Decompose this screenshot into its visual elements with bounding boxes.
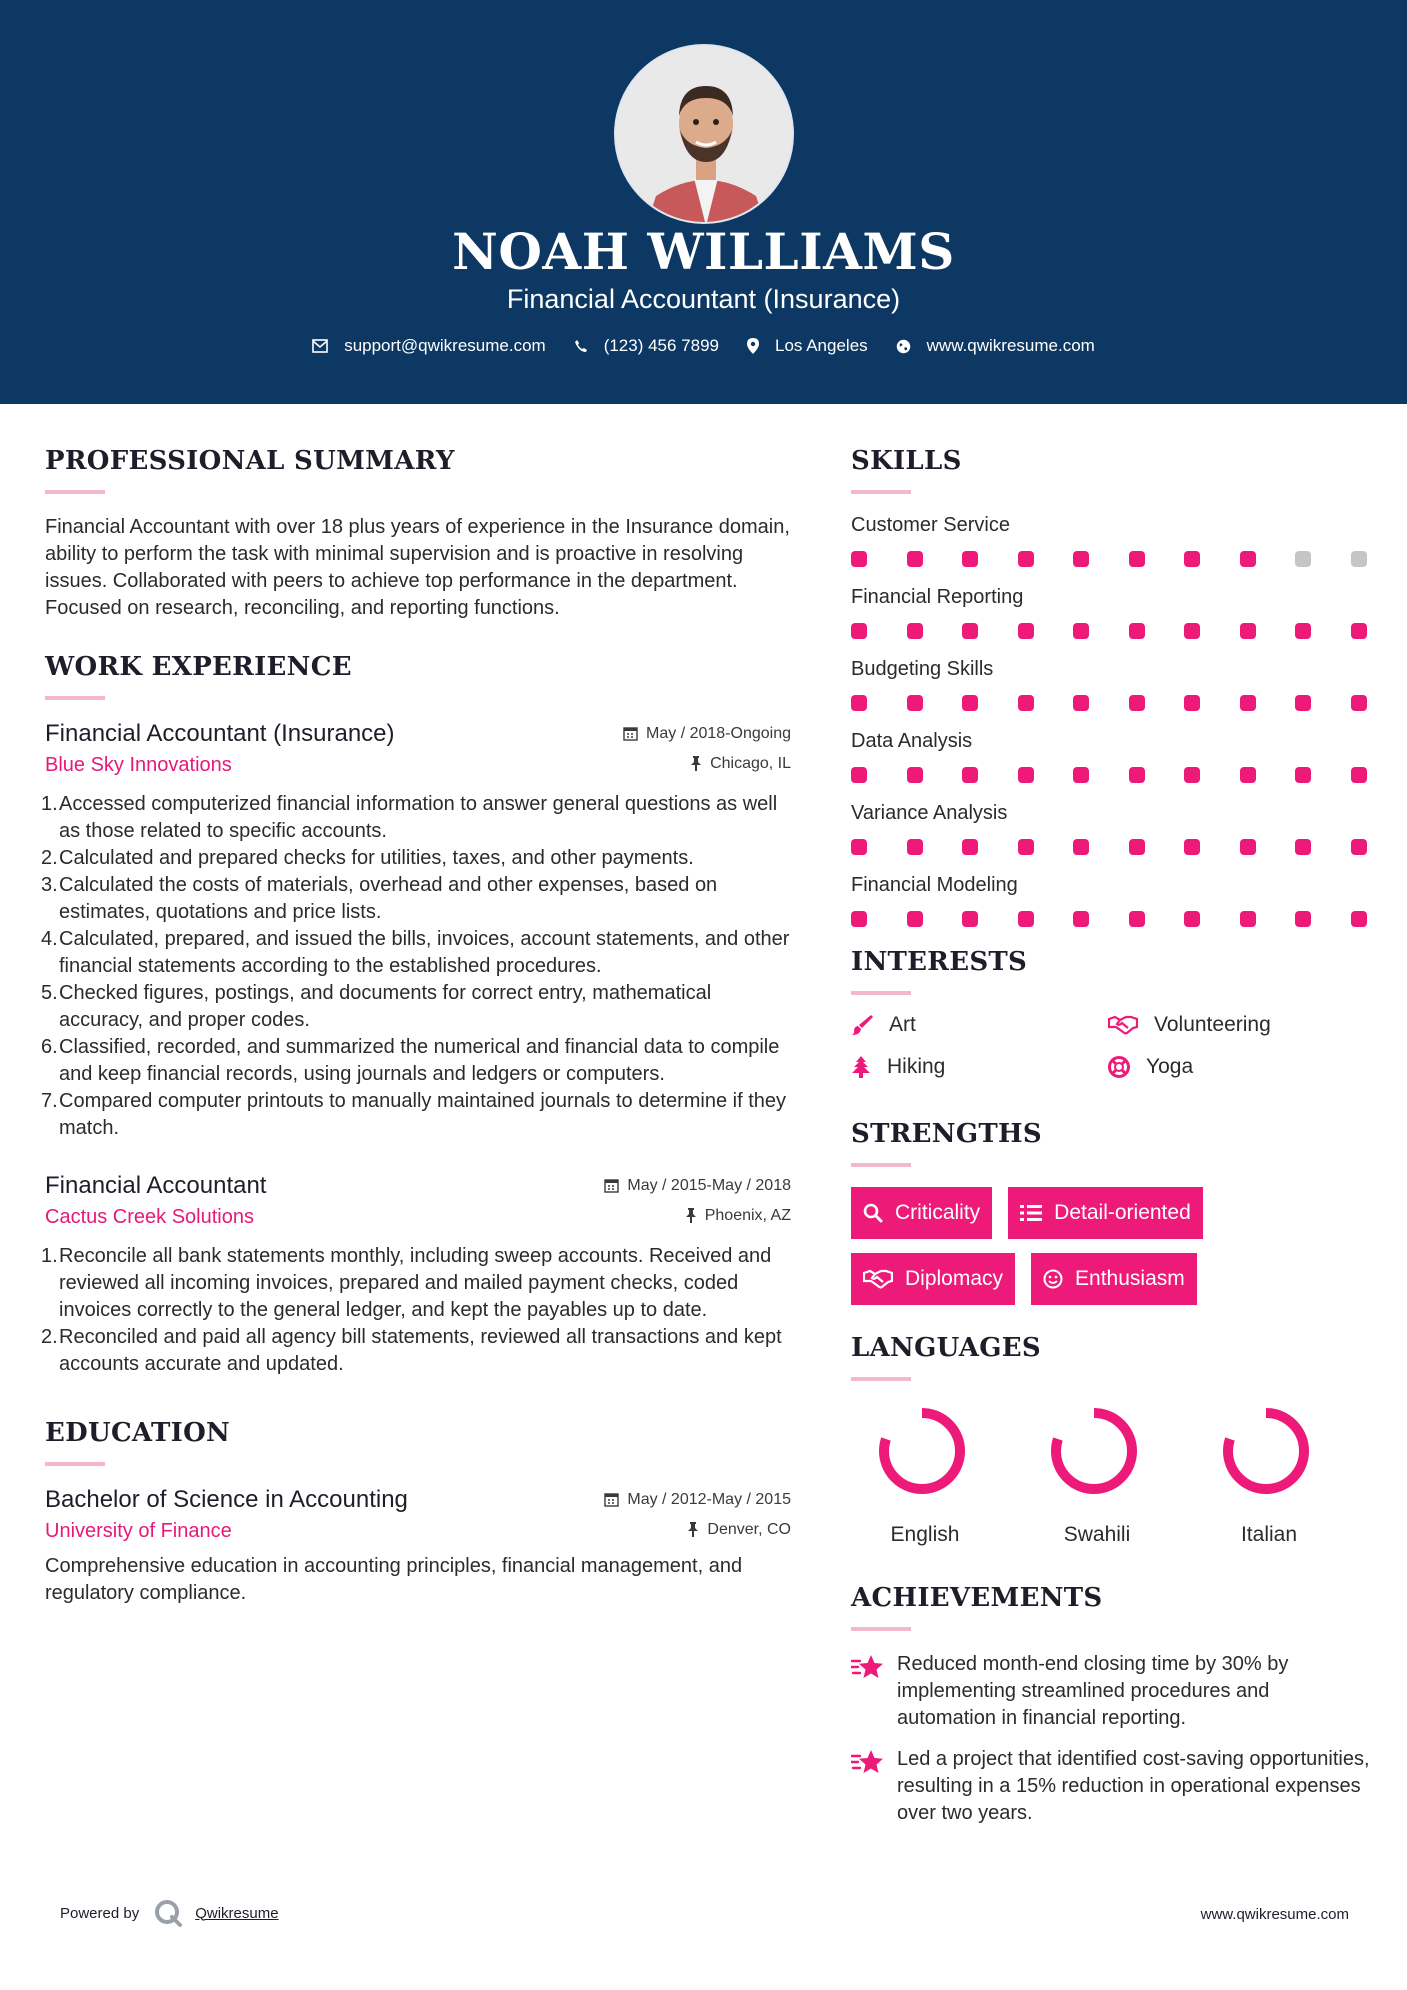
rating-dot-filled (962, 911, 978, 927)
skills-heading: SKILLS (851, 446, 962, 476)
rating-dot-filled (1073, 551, 1089, 567)
contact-bar (0, 336, 1407, 356)
education-section (45, 1418, 791, 1607)
search-icon (863, 1203, 883, 1223)
school-name: University of Finance (45, 1520, 232, 1542)
company-name: Blue Sky Innovations (45, 754, 232, 776)
strengths-heading: STRENGTHS (851, 1119, 1042, 1149)
language-item (851, 1401, 1023, 1547)
languages-list (851, 1401, 1371, 1547)
section-underline (851, 991, 911, 995)
rating-dot-filled (1073, 623, 1089, 639)
rating-dot-filled (1351, 839, 1367, 855)
paintbrush-icon (851, 1014, 873, 1036)
rating-dot-filled (1295, 695, 1311, 711)
interest-item: Yoga (1108, 1055, 1365, 1079)
language-name: Swahili (1063, 1523, 1131, 1546)
list-item: 1. Accessed computerized financial information to answer general questions as well as those related to specific accounts. (41, 793, 778, 842)
star-icon (851, 1653, 885, 1681)
right-column (851, 446, 1371, 1841)
rating-dot-filled (1129, 767, 1145, 783)
list-item: 1. Reconcile all bank statements monthly, including sweep accounts. Received and reviewed all incoming invoices, prepared and mailed payment checks, coded invoices correctly to the general ledger, and kept the payables up to date. (41, 1245, 772, 1321)
job-entry (41, 1172, 791, 1378)
skill-item (851, 658, 1371, 711)
rating-dot-filled (962, 767, 978, 783)
skill-item (851, 874, 1371, 927)
star-icon (851, 1748, 885, 1776)
language-item (1195, 1401, 1367, 1547)
list-item: 2. Reconciled and paid all agency bill statements, reviewed all transactions and kept accounts accurate and updated. (41, 1326, 782, 1375)
achievements-heading: ACHIEVEMENTS (851, 1583, 1103, 1613)
rating-dot-filled (1240, 623, 1256, 639)
section-underline (851, 1627, 911, 1631)
footer-powered-by (60, 1898, 279, 1928)
job-dates (623, 725, 791, 743)
rating-dot-filled (851, 911, 867, 927)
rating-dot-filled (1073, 839, 1089, 855)
rating-dot-filled (907, 695, 923, 711)
job-dates-text: May / 2015-May / 2018 (627, 1176, 791, 1194)
education-dates (604, 1491, 791, 1509)
list-item: 2. Calculated and prepared checks for utilities, taxes, and other payments. (41, 847, 694, 869)
interests-list (851, 1013, 1371, 1079)
rating-dot-filled (1018, 911, 1034, 927)
rating-dot-empty (1351, 551, 1367, 567)
rating-dot-filled (1240, 695, 1256, 711)
job-duties (41, 791, 791, 1142)
candidate-title: Financial Accountant (Insurance) (506, 284, 901, 314)
phone-icon (574, 339, 588, 353)
pushpin-icon (690, 756, 702, 771)
list-item: 7. Compared computer printouts to manually maintained journals to determine if they match. (41, 1090, 787, 1139)
skills-list (851, 514, 1371, 927)
rating-dot-filled (1351, 767, 1367, 783)
languages-section (851, 1333, 1371, 1547)
skill-rating (851, 695, 1367, 711)
contact-website-text: www.qwikresume.com (926, 336, 1095, 355)
rating-dot-filled (851, 695, 867, 711)
rating-dot-filled (851, 839, 867, 855)
avatar-photo (616, 46, 794, 224)
pushpin-icon (685, 1208, 697, 1223)
languages-heading: LANGUAGES (851, 1333, 1041, 1363)
skills-section (851, 446, 1371, 927)
language-level-ring (872, 1401, 972, 1501)
skill-rating (851, 767, 1367, 783)
rating-dot-filled (962, 623, 978, 639)
strengths-section (851, 1119, 1371, 1319)
language-level-ring (1044, 1401, 1144, 1501)
degree-title: Bachelor of Science in Accounting (45, 1486, 408, 1513)
contact-phone-text: (123) 456 7899 (603, 336, 720, 355)
rating-dot-filled (1240, 839, 1256, 855)
rating-dot-filled (1184, 551, 1200, 567)
list-item: 6. Classified, recorded, and summarized the numerical and financial data to compile and keep financial records, using journals and ledgers or computers. (41, 1036, 780, 1085)
powered-by-label: Powered by (60, 1904, 140, 1922)
contact-phone[interactable] (574, 336, 719, 356)
language-level-arc (1228, 1413, 1304, 1489)
section-underline (45, 1462, 105, 1466)
list-item: 5. Checked figures, postings, and documents for correct entry, mathematical accuracy, and proper codes. (41, 982, 712, 1031)
job-entry (41, 720, 791, 1142)
experience-heading: WORK EXPERIENCE (45, 652, 352, 682)
education-dates-text: May / 2012-May / 2015 (627, 1490, 791, 1508)
rating-dot-filled (1018, 695, 1034, 711)
skill-item (851, 802, 1371, 855)
rating-dot-filled (907, 551, 923, 567)
rating-dot-filled (1184, 839, 1200, 855)
section-underline (851, 490, 911, 494)
rating-dot-filled (1129, 623, 1145, 639)
rating-dot-filled (962, 839, 978, 855)
skill-name: Variance Analysis (851, 802, 1008, 824)
strength-tag: Diplomacy (851, 1253, 1015, 1305)
job-location (685, 1207, 791, 1225)
education-description: Comprehensive education in accounting principles, financial management, and regulatory compliance. (45, 1555, 743, 1604)
candidate-name: NOAH WILLIAMS (452, 222, 955, 281)
rating-dot-filled (1129, 911, 1145, 927)
qwikresume-logo-icon (153, 1898, 183, 1928)
skill-name: Financial Modeling (851, 874, 1018, 896)
rating-dot-filled (1295, 911, 1311, 927)
globe-icon (896, 339, 911, 354)
rating-dot-filled (851, 767, 867, 783)
strength-tag: Enthusiasm (1031, 1253, 1197, 1305)
interest-item: Art (851, 1013, 1108, 1037)
rating-dot-filled (1184, 623, 1200, 639)
skill-rating (851, 911, 1367, 927)
company-name: Cactus Creek Solutions (45, 1206, 254, 1228)
language-name: Italian (1240, 1523, 1298, 1546)
rating-dot-filled (851, 551, 867, 567)
language-level-arc (1056, 1413, 1132, 1489)
rating-dot-filled (962, 695, 978, 711)
brand-link[interactable]: Qwikresume (195, 1904, 279, 1922)
skill-name: Financial Reporting (851, 586, 1024, 608)
rating-dot-filled (1018, 623, 1034, 639)
skill-item (851, 730, 1371, 783)
skill-item (851, 586, 1371, 639)
education-location (687, 1521, 791, 1539)
rating-dot-filled (1351, 623, 1367, 639)
rating-dot-filled (1018, 767, 1034, 783)
calendar-icon (623, 726, 638, 741)
avatar (614, 44, 794, 224)
footer-website[interactable]: www.qwikresume.com (1200, 1906, 1349, 1923)
rating-dot-filled (1351, 695, 1367, 711)
interest-item: Volunteering (1108, 1013, 1365, 1037)
rating-dot-filled (1240, 551, 1256, 567)
contact-location-text: Los Angeles (775, 336, 868, 355)
rating-dot-filled (962, 551, 978, 567)
lifebuoy-icon (1108, 1056, 1130, 1078)
job-title: Financial Accountant (Insurance) (45, 720, 395, 747)
rating-dot-filled (1351, 911, 1367, 927)
rating-dot-filled (1295, 623, 1311, 639)
job-location-text: Phoenix, AZ (704, 1206, 791, 1224)
rating-dot-filled (1184, 695, 1200, 711)
rating-dot-filled (1184, 767, 1200, 783)
strengths-list (851, 1187, 1371, 1319)
interests-heading: INTERESTS (851, 947, 1028, 977)
contact-email-text: support@qwikresume.com (344, 336, 546, 355)
rating-dot-filled (1129, 839, 1145, 855)
contact-email[interactable] (312, 336, 546, 356)
rating-dot-filled (1295, 767, 1311, 783)
rating-dot-filled (1184, 911, 1200, 927)
handshake-icon (1108, 1015, 1138, 1035)
skill-name: Data Analysis (851, 730, 973, 752)
smile-icon (1043, 1269, 1063, 1289)
contact-website[interactable] (896, 336, 1095, 356)
skill-rating (851, 839, 1367, 855)
rating-dot-filled (1240, 767, 1256, 783)
language-level-ring (1216, 1401, 1316, 1501)
job-title: Financial Accountant (45, 1172, 267, 1199)
rating-dot-filled (907, 767, 923, 783)
language-level-arc (884, 1413, 960, 1489)
summary-section (45, 446, 791, 622)
section-underline (45, 696, 105, 700)
skill-name: Budgeting Skills (851, 658, 994, 680)
job-location (690, 755, 791, 773)
map-pin-icon (747, 338, 759, 354)
summary-heading: PROFESSIONAL SUMMARY (45, 446, 455, 476)
job-duties (41, 1243, 791, 1378)
envelope-icon (312, 339, 328, 353)
job-dates-text: May / 2018-Ongoing (646, 724, 791, 742)
experience-section (41, 652, 791, 1378)
skill-item (851, 514, 1371, 567)
achievement-item: Reduced month-end closing time by 30% by implementing streamlined procedures and automation in financial reporting. (851, 1651, 1371, 1732)
section-underline (851, 1377, 911, 1381)
interest-item: Hiking (851, 1055, 1108, 1079)
pushpin-icon (687, 1522, 699, 1537)
rating-dot-filled (1129, 695, 1145, 711)
calendar-icon (604, 1492, 619, 1507)
achievements-section (851, 1583, 1371, 1827)
rating-dot-filled (1129, 551, 1145, 567)
rating-dot-filled (907, 623, 923, 639)
rating-dot-filled (1018, 839, 1034, 855)
skill-name: Customer Service (851, 514, 1010, 536)
rating-dot-filled (907, 911, 923, 927)
rating-dot-filled (851, 623, 867, 639)
calendar-icon (604, 1178, 619, 1193)
education-location-text: Denver, CO (707, 1520, 791, 1538)
rating-dot-empty (1295, 551, 1311, 567)
rating-dot-filled (1240, 911, 1256, 927)
skill-rating (851, 551, 1367, 567)
contact-location (747, 336, 868, 356)
strength-tag: Detail-oriented (1008, 1187, 1203, 1239)
rating-dot-filled (1073, 767, 1089, 783)
job-dates (604, 1177, 791, 1195)
skill-rating (851, 623, 1367, 639)
list-item: 4. Calculated, prepared, and issued the bills, invoices, account statements, and other financial statements according to the established procedures. (41, 928, 790, 977)
rating-dot-filled (1018, 551, 1034, 567)
list-item: 3. Calculated the costs of materials, overhead and other expenses, based on estimates, quotations and price lists. (41, 874, 718, 923)
strength-tag: Criticality (851, 1187, 992, 1239)
handshake-icon (863, 1269, 893, 1289)
interests-section (851, 947, 1371, 1079)
rating-dot-filled (1073, 695, 1089, 711)
job-location-text: Chicago, IL (710, 754, 791, 772)
language-name: English (890, 1523, 960, 1546)
achievement-item: Led a project that identified cost-saving opportunities, resulting in a 15% reduction in operational expenses over two years. (851, 1746, 1371, 1827)
section-underline (45, 490, 105, 494)
left-column (41, 446, 791, 1607)
rating-dot-filled (1073, 911, 1089, 927)
list-icon (1020, 1204, 1042, 1222)
education-heading: EDUCATION (45, 1418, 231, 1448)
rating-dot-filled (1295, 839, 1311, 855)
language-item (1023, 1401, 1195, 1547)
rating-dot-filled (907, 839, 923, 855)
tree-icon (851, 1056, 871, 1078)
section-underline (851, 1163, 911, 1167)
summary-text: Financial Accountant with over 18 plus years of experience in the Insurance domain, ability to perform the task with minimal supervision and is proactive in resolving issues. Collaborated with peers to achieve top performance in the department. Focused on research, reconciling, and reporting functions. (45, 516, 790, 619)
resume-header (0, 0, 1407, 404)
